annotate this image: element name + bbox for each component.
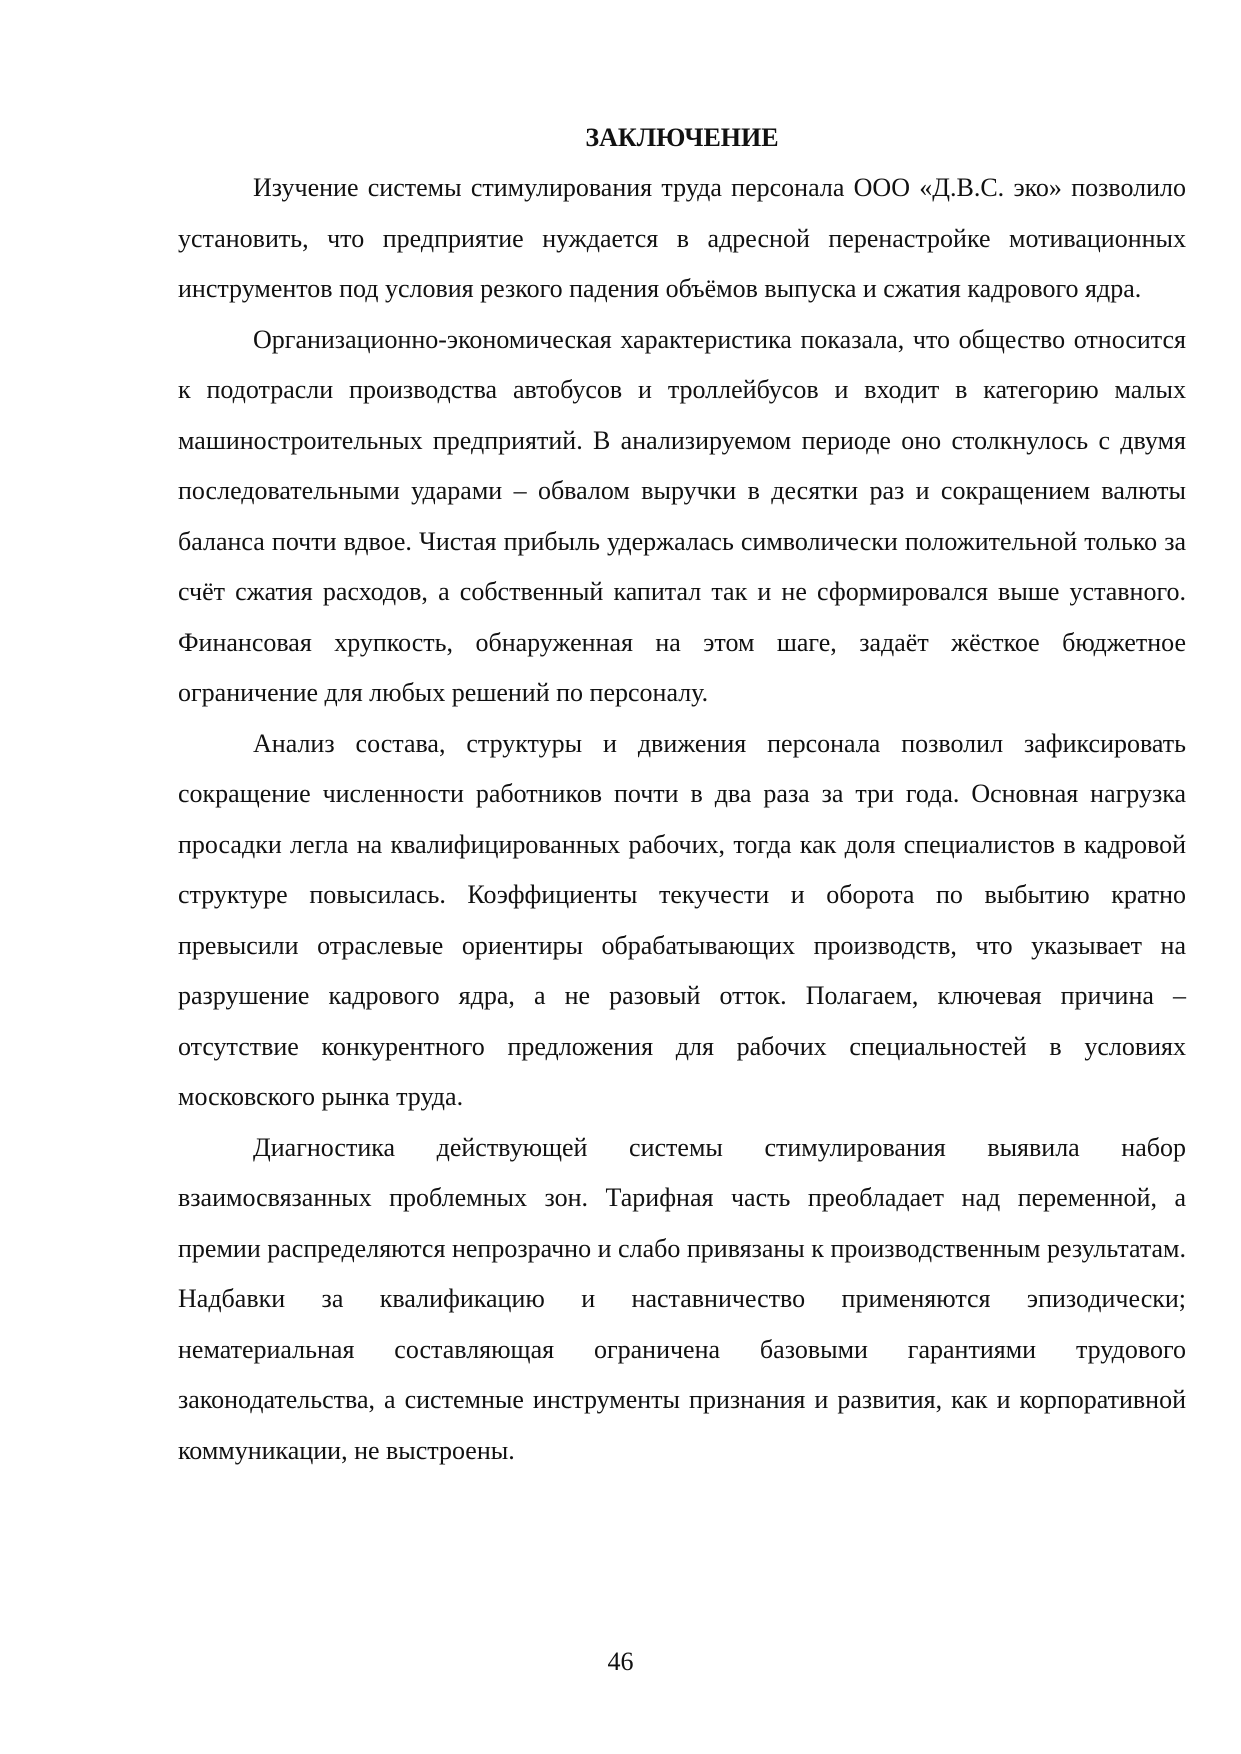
section-title: ЗАКЛЮЧЕНИЕ (585, 123, 779, 152)
paragraph-characteristics: Организационно-экономическая характеристика показала, что общество относится к подотрасли производства автобусов и троллейбусов и входит в категорию малых машиностроительных предприятий. В анализируемом периоде оно столкнулось с двумя последовательными ударами – обвалом выручки в десятки раз и сокращением валюты баланса почти вдвое. Чистая прибыль удержалась символически положительной только за счёт сжатия расходов, а собственный капитал так и не сформировался выше уставного. Финансовая хрупкость, обнаруженная на этом шаге, задаёт жёсткое бюджетное ограничение для любых решений по персоналу. (178, 324, 1186, 707)
paragraph-diagnostics: Диагностика действующей системы стимулирования выявила набор взаимосвязанных проблемных зон. Тарифная часть преобладает над переменной, а премии распределяются непрозрачно и слабо привязаны к производственным результатам. Надбавки за квалификацию и наставничество применяются эпизодически; нематериальная составляющая ограничена базовыми гарантиями трудового законодательства, а системные инструменты признания и развития, как и корпоративной коммуникации, не выстроены. (178, 1132, 1186, 1465)
page-body (178, 113, 1186, 1476)
paragraph-personnel-analysis: Анализ состава, структуры и движения персонала позволил зафиксировать сокращение численности работников почти в два раза за три года. Основная нагрузка просадки легла на квалифицированных рабочих, тогда как доля специалистов в кадровой структуре повысилась. Коэффициенты текучести и оборота по выбытию кратно превысили отраслевые ориентиры обрабатывающих производств, что указывает на разрушение кадрового ядра, а не разовый отток. Полагаем, ключевая причина – отсутствие конкурентного предложения для рабочих специальностей в условиях московского рынка труда. (178, 728, 1186, 1111)
paragraph-intro: Изучение системы стимулирования труда персонала ООО «Д.В.С. эко» позволило установить, что предприятие нуждается в адресной перенастройке мотивационных инструментов под условия резкого падения объёмов выпуска и сжатия кадрового ядра. (178, 173, 1186, 303)
page-number: 46 (607, 1647, 634, 1676)
